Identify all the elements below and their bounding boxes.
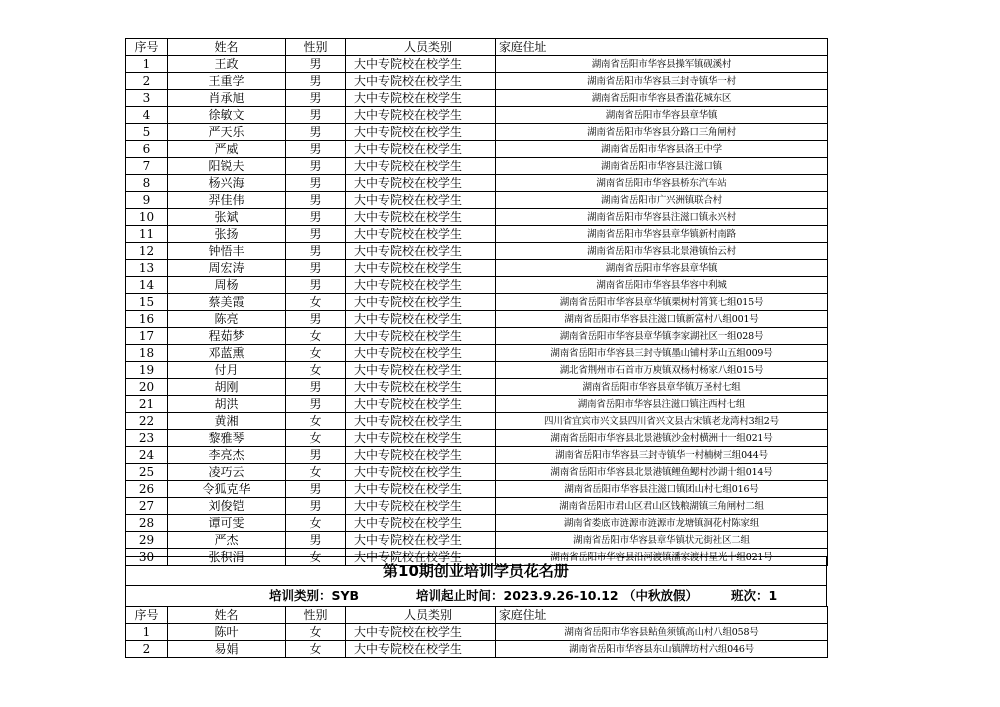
cell-no: 27 (126, 498, 168, 515)
cell-address: 湖南省岳阳市华容县香滥花城东区 (496, 90, 828, 107)
cell-name: 陈亮 (168, 311, 286, 328)
cell-category: 大中专院校在校学生 (346, 311, 496, 328)
cell-no: 21 (126, 396, 168, 413)
cell-gender: 女 (286, 328, 346, 345)
cell-category: 大中专院校在校学生 (346, 277, 496, 294)
cell-no: 11 (126, 226, 168, 243)
cell-category: 大中专院校在校学生 (346, 73, 496, 90)
cell-address: 湖南省岳阳市华容县北景港镇怡云村 (496, 243, 828, 260)
table-row (126, 243, 828, 260)
cell-address: 湖南省岳阳市华容县操军镇砚溪村 (496, 56, 828, 73)
cell-gender: 女 (286, 464, 346, 481)
cell-category: 大中专院校在校学生 (346, 107, 496, 124)
cell-no: 4 (126, 107, 168, 124)
cell-gender: 男 (286, 498, 346, 515)
cell-gender: 男 (286, 447, 346, 464)
cell-gender: 男 (286, 260, 346, 277)
cell-gender: 男 (286, 175, 346, 192)
cell-no: 3 (126, 90, 168, 107)
cell-no: 24 (126, 447, 168, 464)
cell-name: 刘俊铠 (168, 498, 286, 515)
header-category: 人员类别 (346, 39, 496, 56)
cell-address: 湖南省娄底市涟源市涟源市龙塘镇洞花村陈家组 (496, 515, 828, 532)
cell-name: 杨兴海 (168, 175, 286, 192)
cell-category: 大中专院校在校学生 (346, 464, 496, 481)
cell-address: 湖南省岳阳市华容县注滋口镇新富村八组001号 (496, 311, 828, 328)
cell-category: 大中专院校在校学生 (346, 430, 496, 447)
cell-name: 李亮杰 (168, 447, 286, 464)
header-gender: 性别 (286, 39, 346, 56)
cell-no: 14 (126, 277, 168, 294)
cell-no: 22 (126, 413, 168, 430)
cell-address: 湖南省岳阳市华容县华容中利城 (496, 277, 828, 294)
cell-address: 湖南省岳阳市华容县三封寺镇华一村楠树三组044号 (496, 447, 828, 464)
cell-name: 易娟 (168, 641, 286, 658)
cell-address: 四川省宜宾市兴文县四川省兴文县古宋镇老龙湾村3组2号 (496, 413, 828, 430)
cell-address: 湖南省岳阳市华容县章华镇 (496, 260, 828, 277)
cell-gender: 女 (286, 641, 346, 658)
cell-gender: 男 (286, 192, 346, 209)
header-address: 家庭住址 (496, 607, 828, 624)
cell-gender: 男 (286, 73, 346, 90)
cell-gender: 女 (286, 624, 346, 641)
cell-gender: 女 (286, 515, 346, 532)
cell-no: 30 (126, 549, 168, 566)
cell-category: 大中专院校在校学生 (346, 260, 496, 277)
cell-address: 湖南省岳阳市华容县北景港镇沙金村横洲十一组021号 (496, 430, 828, 447)
cell-category: 大中专院校在校学生 (346, 515, 496, 532)
cell-address: 湖南省岳阳市华容县注滋口镇永兴村 (496, 209, 828, 226)
cell-category: 大中专院校在校学生 (346, 481, 496, 498)
cell-address: 湖南省岳阳市华容县章华镇万圣村七组 (496, 379, 828, 396)
cell-gender: 男 (286, 158, 346, 175)
cell-no: 25 (126, 464, 168, 481)
cell-address: 湖南省岳阳市君山区君山区钱粮湖镇三角闸村二组 (496, 498, 828, 515)
cell-gender: 男 (286, 379, 346, 396)
table-row (126, 107, 828, 124)
cell-name: 蔡美霞 (168, 294, 286, 311)
cell-category: 大中专院校在校学生 (346, 226, 496, 243)
cell-no: 28 (126, 515, 168, 532)
cell-no: 2 (126, 641, 168, 658)
table-row (126, 532, 828, 549)
table-row (126, 624, 828, 641)
cell-category: 大中专院校在校学生 (346, 379, 496, 396)
cell-category: 大中专院校在校学生 (346, 396, 496, 413)
cell-name: 黎雅琴 (168, 430, 286, 447)
roster-table-1 (125, 38, 828, 566)
cell-name: 钟悟丰 (168, 243, 286, 260)
cell-no: 1 (126, 624, 168, 641)
roster-table-2-body (126, 607, 828, 658)
table-row (126, 226, 828, 243)
cell-name: 胡刚 (168, 379, 286, 396)
cell-gender: 女 (286, 430, 346, 447)
table-row (126, 73, 828, 90)
cell-address: 湖北省荆州市石首市万庾镇双杨村杨家八组015号 (496, 362, 828, 379)
table-row (126, 641, 828, 658)
table-row (126, 56, 828, 73)
cell-name: 黄湘 (168, 413, 286, 430)
cell-name: 阳锐夫 (168, 158, 286, 175)
cell-gender: 男 (286, 311, 346, 328)
cell-no: 13 (126, 260, 168, 277)
cell-gender: 男 (286, 141, 346, 158)
cell-name: 羿佳伟 (168, 192, 286, 209)
cell-category: 大中专院校在校学生 (346, 549, 496, 566)
header-address: 家庭住址 (496, 39, 828, 56)
table-row (126, 175, 828, 192)
cell-category: 大中专院校在校学生 (346, 447, 496, 464)
cell-category: 大中专院校在校学生 (346, 90, 496, 107)
table-header-row (126, 607, 828, 624)
cell-category: 大中专院校在校学生 (346, 175, 496, 192)
table-row (126, 345, 828, 362)
cell-gender: 女 (286, 345, 346, 362)
cell-name: 肖承旭 (168, 90, 286, 107)
cell-name: 付月 (168, 362, 286, 379)
header-no: 序号 (126, 39, 168, 56)
cell-category: 大中专院校在校学生 (346, 328, 496, 345)
cell-category: 大中专院校在校学生 (346, 362, 496, 379)
cell-category: 大中专院校在校学生 (346, 141, 496, 158)
table-row (126, 413, 828, 430)
cell-address: 湖南省岳阳市华容县东山镇牌坊村六组046号 (496, 641, 828, 658)
cell-no: 17 (126, 328, 168, 345)
cell-no: 12 (126, 243, 168, 260)
cell-no: 29 (126, 532, 168, 549)
cell-gender: 女 (286, 413, 346, 430)
table-row (126, 379, 828, 396)
cell-no: 16 (126, 311, 168, 328)
cell-no: 10 (126, 209, 168, 226)
cell-category: 大中专院校在校学生 (346, 294, 496, 311)
cell-address: 湖南省岳阳市华容县章华镇李家湖社区一组028号 (496, 328, 828, 345)
cell-address: 湖南省岳阳市华容县三封寺镇华一村 (496, 73, 828, 90)
cell-name: 严威 (168, 141, 286, 158)
table-header-row (126, 39, 828, 56)
cell-name: 严天乐 (168, 124, 286, 141)
cell-address: 湖南省岳阳市华容县章华镇状元街社区二组 (496, 532, 828, 549)
training-period: 培训起止时间：2023.9.26-10.12 （中秋放假） (416, 588, 698, 603)
cell-gender: 女 (286, 294, 346, 311)
cell-name: 胡洪 (168, 396, 286, 413)
roster-table-1-body (126, 39, 828, 566)
cell-category: 大中专院校在校学生 (346, 158, 496, 175)
cell-address: 湖南省岳阳市华容县注滋口镇团山村七组016号 (496, 481, 828, 498)
cell-gender: 男 (286, 243, 346, 260)
table-row (126, 311, 828, 328)
cell-category: 大中专院校在校学生 (346, 532, 496, 549)
table-row (126, 362, 828, 379)
cell-category: 大中专院校在校学生 (346, 498, 496, 515)
cell-name: 程茹梦 (168, 328, 286, 345)
cell-name: 王重学 (168, 73, 286, 90)
cell-category: 大中专院校在校学生 (346, 124, 496, 141)
cell-category: 大中专院校在校学生 (346, 624, 496, 641)
cell-name: 周杨 (168, 277, 286, 294)
table-row (126, 498, 828, 515)
cell-category: 大中专院校在校学生 (346, 243, 496, 260)
cell-category: 大中专院校在校学生 (346, 641, 496, 658)
cell-name: 邓蓝熏 (168, 345, 286, 362)
cell-address: 湖南省岳阳市华容县注滋口镇 (496, 158, 828, 175)
cell-gender: 女 (286, 362, 346, 379)
roster-table-2 (125, 606, 828, 658)
section-title-band (125, 556, 827, 606)
table-row (126, 515, 828, 532)
roster-title: 第10期创业培训学员花名册 (383, 562, 569, 580)
cell-no: 20 (126, 379, 168, 396)
table-row (126, 481, 828, 498)
cell-name: 陈叶 (168, 624, 286, 641)
cell-address: 湖南省岳阳市华容县注滋口镇注西村七组 (496, 396, 828, 413)
table-row (126, 464, 828, 481)
cell-address: 湖南省岳阳市华容县洛王中学 (496, 141, 828, 158)
training-info-line (126, 585, 826, 606)
cell-name: 张扬 (168, 226, 286, 243)
cell-gender: 男 (286, 481, 346, 498)
header-name: 姓名 (168, 39, 286, 56)
training-type: 培训类别：SYB (269, 588, 360, 603)
cell-gender: 男 (286, 209, 346, 226)
cell-address: 湖南省岳阳市华容县桥东汽车站 (496, 175, 828, 192)
cell-no: 18 (126, 345, 168, 362)
cell-no: 9 (126, 192, 168, 209)
cell-gender: 男 (286, 532, 346, 549)
cell-name: 王政 (168, 56, 286, 73)
cell-gender: 男 (286, 396, 346, 413)
cell-address: 湖南省岳阳市华容县章华镇新村南路 (496, 226, 828, 243)
cell-address: 湖南省岳阳市华容县分路口三角闸村 (496, 124, 828, 141)
header-no: 序号 (126, 607, 168, 624)
table-row (126, 158, 828, 175)
table-row (126, 277, 828, 294)
cell-category: 大中专院校在校学生 (346, 345, 496, 362)
cell-no: 19 (126, 362, 168, 379)
cell-name: 张积涓 (168, 549, 286, 566)
table-row (126, 192, 828, 209)
table-row (126, 294, 828, 311)
cell-gender: 男 (286, 124, 346, 141)
cell-category: 大中专院校在校学生 (346, 209, 496, 226)
cell-address: 湖南省岳阳市华容县北景港镇鲤鱼鳃村沙湖十组014号 (496, 464, 828, 481)
cell-category: 大中专院校在校学生 (346, 413, 496, 430)
cell-gender: 男 (286, 56, 346, 73)
cell-gender: 男 (286, 90, 346, 107)
class-number: 班次：1 (731, 588, 778, 603)
cell-no: 23 (126, 430, 168, 447)
cell-address: 湖南省岳阳市华容县章华镇栗树村筲箕七组015号 (496, 294, 828, 311)
cell-gender: 男 (286, 226, 346, 243)
cell-category: 大中专院校在校学生 (346, 56, 496, 73)
cell-no: 1 (126, 56, 168, 73)
cell-name: 令狐克华 (168, 481, 286, 498)
cell-name: 严杰 (168, 532, 286, 549)
cell-gender: 男 (286, 277, 346, 294)
table-row (126, 90, 828, 107)
cell-name: 张斌 (168, 209, 286, 226)
table-row (126, 209, 828, 226)
header-gender: 性别 (286, 607, 346, 624)
cell-address: 湖南省岳阳市华容县鲇鱼须镇高山村八组058号 (496, 624, 828, 641)
cell-no: 2 (126, 73, 168, 90)
table-row (126, 328, 828, 345)
cell-gender: 女 (286, 549, 346, 566)
table-row (126, 141, 828, 158)
header-name: 姓名 (168, 607, 286, 624)
cell-no: 6 (126, 141, 168, 158)
table-row (126, 430, 828, 447)
cell-no: 26 (126, 481, 168, 498)
cell-address: 湖南省岳阳市华容县三封寺镇墨山铺村茅山五组009号 (496, 345, 828, 362)
table-row (126, 260, 828, 277)
cell-no: 5 (126, 124, 168, 141)
table-row (126, 396, 828, 413)
cell-name: 凌巧云 (168, 464, 286, 481)
cell-no: 8 (126, 175, 168, 192)
cell-no: 15 (126, 294, 168, 311)
cell-category: 大中专院校在校学生 (346, 192, 496, 209)
cell-address: 湖南省岳阳市华容县沿河渡镇潘家渡村星光十组021号 (496, 549, 828, 566)
table-row (126, 447, 828, 464)
cell-name: 徐敏文 (168, 107, 286, 124)
cell-address: 湖南省岳阳市华容县章华镇 (496, 107, 828, 124)
cell-address: 湖南省岳阳市广兴洲镇联合村 (496, 192, 828, 209)
cell-name: 谭可雯 (168, 515, 286, 532)
header-category: 人员类别 (346, 607, 496, 624)
cell-gender: 男 (286, 107, 346, 124)
table-row (126, 124, 828, 141)
cell-name: 周宏涛 (168, 260, 286, 277)
cell-no: 7 (126, 158, 168, 175)
